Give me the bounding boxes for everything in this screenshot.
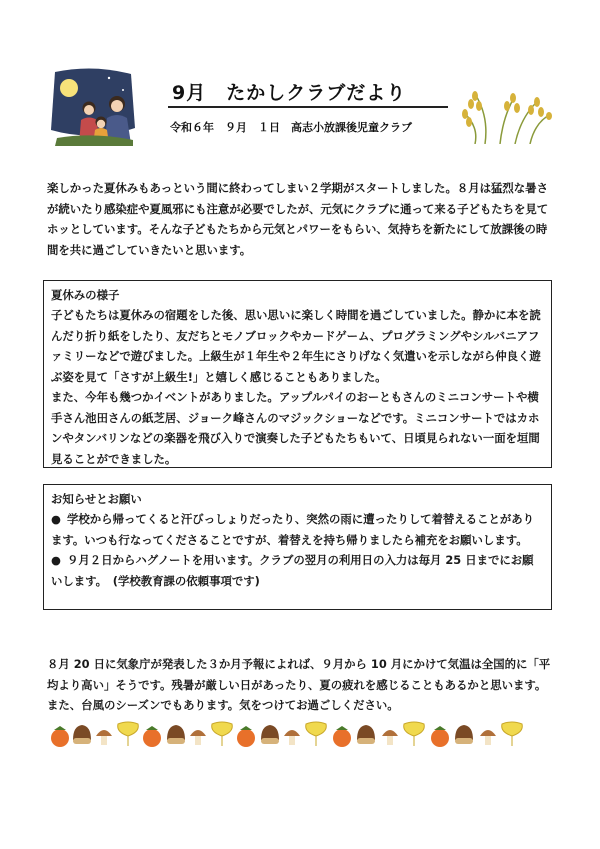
summer-paragraph-1: 子どもたちは夏休みの宿題をした後、思い思いに楽しく時間を過ごしていました。静かに本を読んだり折り紙をしたり、友だちとモノブロックやカードゲーム、プログラミングやシルバニアファミリーなどで遊びました。上級生が１年生や２年生にさりげなく気遣いを示しながら仲良く遊ぶ姿を見て「さすが上級生!」と嬉しく感じることもありました。: [51, 308, 541, 384]
intro-paragraph: 楽しかった夏休みもあっという間に終わってしまい２学期がスタートしました。８月は猛烈な暑さが続いたり感染症や夏風邪にも注意が必要でしたが、元気にクラブに通って来る子どもたちを見てホッとしています。そんな子どもたちから元気とパワーをもらい、気持ちを新たにして放課後の時間を共に過ごしていきたいと思います。: [47, 181, 549, 257]
mushroom-icon: [190, 730, 206, 745]
chestnut-icon: [357, 725, 375, 744]
title-underline: [168, 106, 448, 108]
moon-viewing-family-icon: [47, 68, 139, 146]
chestnut-icon: [73, 725, 91, 744]
newsletter-title: 9月 たかしクラブだより: [172, 82, 407, 104]
chestnut-icon: [261, 725, 279, 744]
persimmon-icon: [333, 726, 351, 747]
rice-stalks-icon: [455, 86, 555, 144]
chestnut-icon: [167, 725, 185, 744]
persimmon-icon: [237, 726, 255, 747]
newsletter-date-org: 令和６年 ９月 １日 高志小放課後児童クラブ: [170, 121, 412, 134]
notice-item-text: ９月２日からハグノートを用います。クラブの翌月の利用日の入力は毎月 25 日までにお願いします。 (学校教育課の依頼事項です): [51, 553, 534, 588]
notice-item-text: 学校から帰ってくると汗びっしょりだったり、突然の雨に遭ったりして着替えることがあります。いつも行なってくださることですが、着替えを持ち帰りましたら補充をお願いします。: [51, 512, 535, 547]
persimmon-icon: [51, 726, 69, 747]
summer-paragraph-2: また、今年も幾つかイベントがありました。アップルパイのおーともさんのミニコンサートや横手さん池田さんの紙芝居、ジョーク峰さんのマジックショーなどです。ミニコンサートではカホンやタンバリンなどの楽器を飛び入りで演奏した子どもたちもいて、日頃見られない一面を垣間見ることができました。: [51, 390, 540, 466]
ginkgo-leaf-icon: [404, 722, 425, 746]
notice-box: [43, 484, 552, 610]
chestnut-icon: [455, 725, 473, 744]
persimmon-icon: [143, 726, 161, 747]
bullet-icon: ●: [51, 512, 61, 526]
ginkgo-leaf-icon: [502, 722, 523, 746]
mushroom-icon: [480, 730, 496, 745]
notice-item: [51, 550, 544, 591]
persimmon-icon: [431, 726, 449, 747]
summer-report-box: [43, 280, 552, 468]
autumn-border: [0, 718, 600, 754]
mushroom-icon: [284, 730, 300, 745]
bullet-icon: ●: [51, 553, 61, 567]
ginkgo-leaf-icon: [212, 722, 233, 746]
ginkgo-leaf-icon: [118, 722, 139, 746]
mushroom-icon: [96, 730, 112, 745]
summer-heading: 夏休みの様子: [51, 288, 120, 302]
ginkgo-leaf-icon: [306, 722, 327, 746]
mushroom-icon: [382, 730, 398, 745]
notice-heading: お知らせとお願い: [51, 492, 142, 506]
closing-paragraph: ８月 20 日に気象庁が発表した３か月予報によれば、９月から 10 月にかけて気温は全国的に「平均より高い」そうです。残暑が厳しい日があったり、夏の疲れを感じることもあるかと思います。また、台風のシーズンでもあります。気をつけてお過ごしください。: [47, 657, 551, 712]
notice-item: [51, 509, 544, 550]
